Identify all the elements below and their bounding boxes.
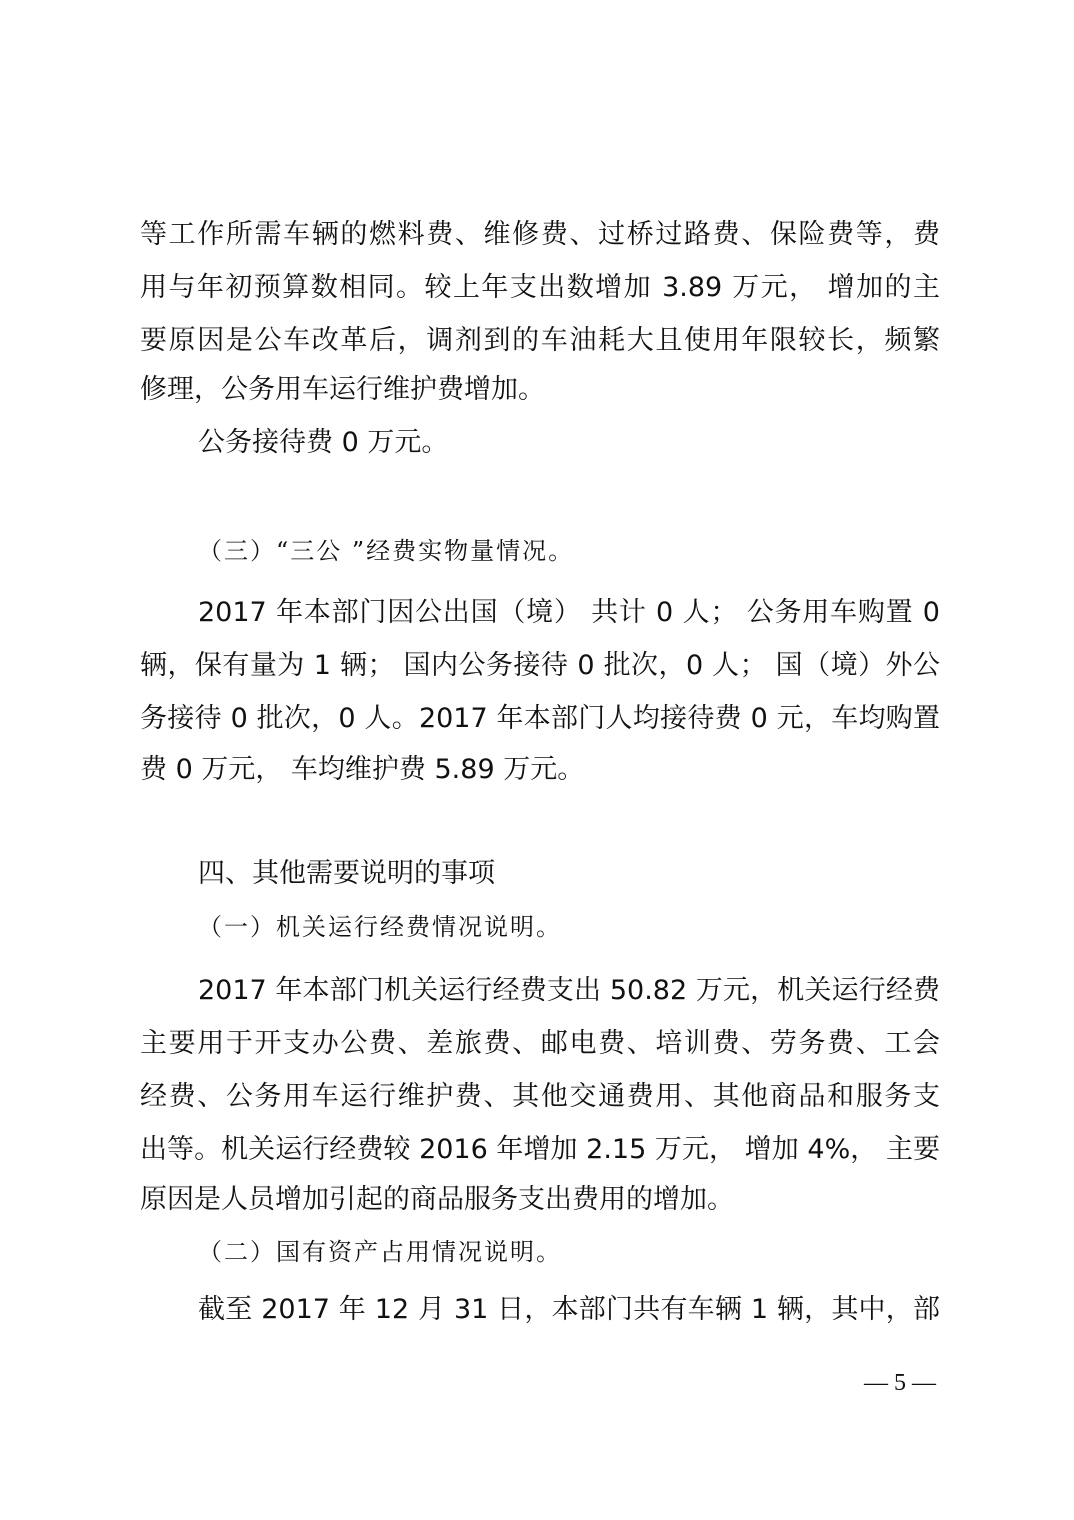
para1-line1: 等工作所需车辆的燃料费、维修费、过桥过路费、保险费等，费 <box>140 219 940 250</box>
para3-line1: 2017 年本部门因公出国（境） 共计 0 人； 公务用车购置 0 <box>198 597 940 628</box>
para3-line4: 费 0 万元， 车均维护费 5.89 万元。 <box>140 754 585 785</box>
para1-line3: 要原因是公车改革后，调剂到的车油耗大且使用年限较长，频繁 <box>140 325 940 356</box>
para3-line2: 辆，保有量为 1 辆； 国内公务接待 0 批次，0 人； 国（境）外公 <box>140 650 940 681</box>
section-4-2-heading: （二）国有资产占用情况说明。 <box>198 1238 562 1266</box>
para4-line5: 原因是人员增加引起的商品服务支出费用的增加。 <box>140 1184 734 1215</box>
para4-line3: 经费、公务用车运行维护费、其他交通费用、其他商品和服务支 <box>140 1081 940 1112</box>
section-4-heading: 四、其他需要说明的事项 <box>198 858 495 889</box>
page-number: — 5 — <box>864 1370 936 1396</box>
para1-line2: 用与年初预算数相同。较上年支出数增加 3.89 万元， 增加的主 <box>140 272 940 303</box>
section-3-heading: （三）“三公 ”经费实物量情况。 <box>198 537 575 565</box>
para4-line1: 2017 年本部门机关运行经费支出 50.82 万元，机关运行经费 <box>198 975 940 1006</box>
para4-line4: 出等。机关运行经费较 2016 年增加 2.15 万元， 增加 4%， 主要 <box>140 1134 940 1165</box>
para5-line1: 截至 2017 年 12 月 31 日，本部门共有车辆 1 辆，其中，部 <box>198 1294 940 1325</box>
para2-line1: 公务接待费 0 万元。 <box>198 427 449 458</box>
para1-line4: 修理，公务用车运行维护费增加。 <box>140 374 545 405</box>
para4-line2: 主要用于开支办公费、差旅费、邮电费、培训费、劳务费、工会 <box>140 1028 940 1059</box>
section-4-1-heading: （一）机关运行经费情况说明。 <box>198 913 562 941</box>
para3-line3: 务接待 0 批次，0 人。2017 年本部门人均接待费 0 元，车均购置 <box>140 703 940 734</box>
